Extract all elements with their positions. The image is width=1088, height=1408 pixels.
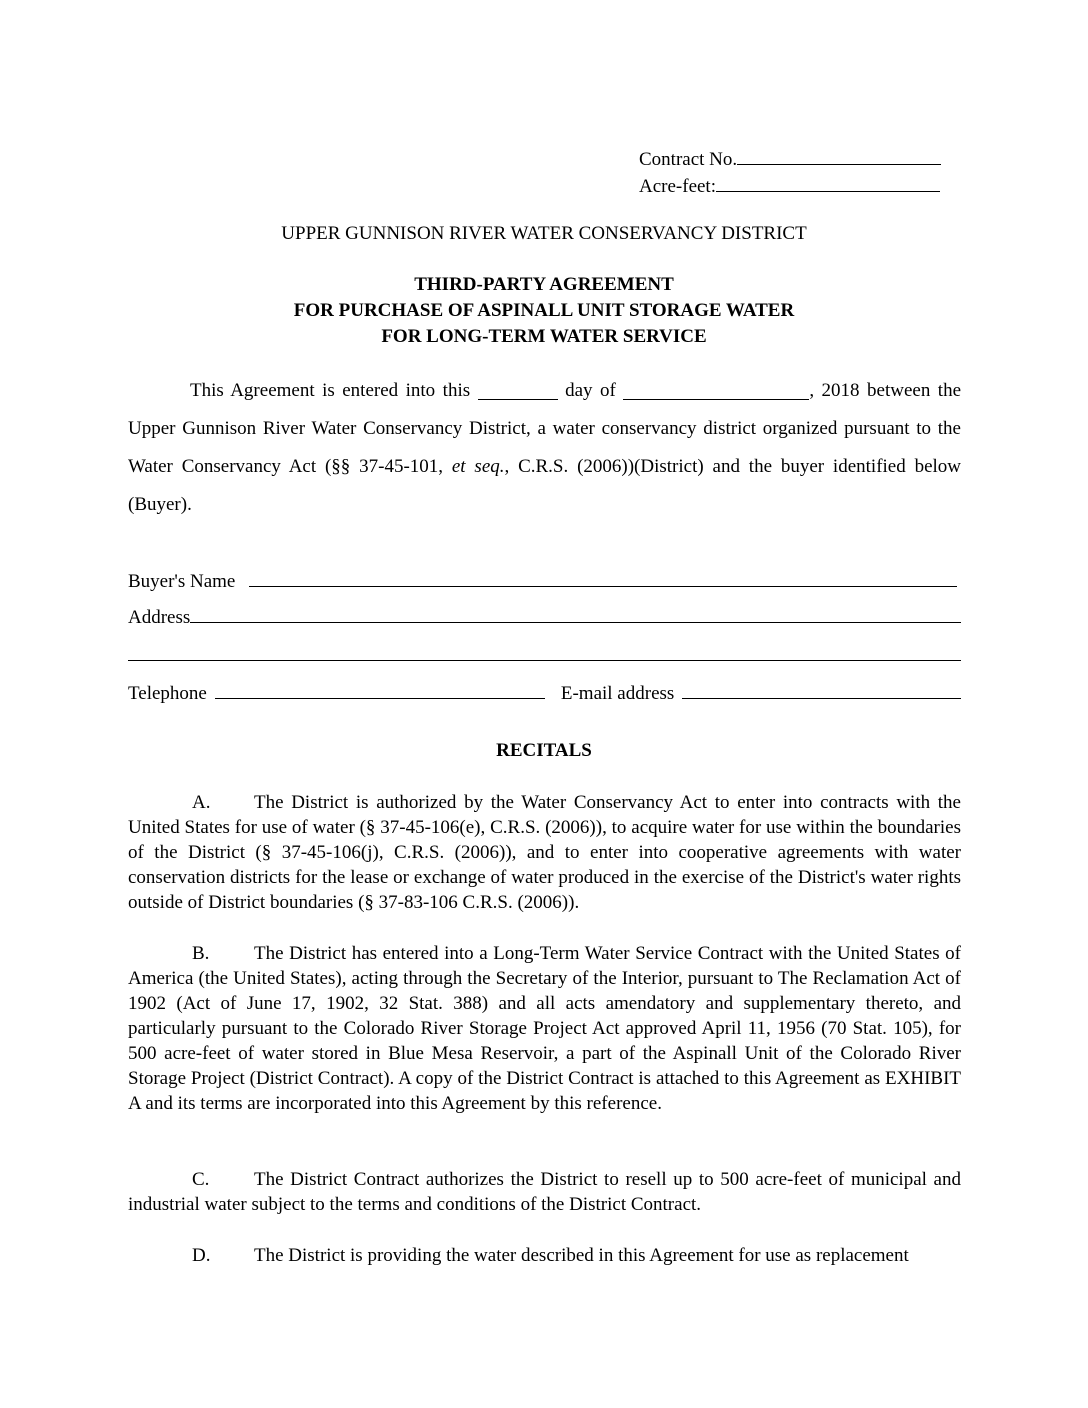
address-field[interactable] xyxy=(190,602,961,623)
intro-part-1: This Agreement is entered into this xyxy=(190,380,471,401)
address-label: Address xyxy=(128,607,191,628)
title-line-1: THIRD-PARTY AGREEMENT xyxy=(414,274,674,295)
recital-text: The District Contract authorizes the District to resell up to 500 acre-feet of municipal and industrial water subject to the terms and conditions of the District Contract. xyxy=(128,1169,961,1215)
title-line-3: FOR LONG-TERM WATER SERVICE xyxy=(381,326,707,347)
district-name: UPPER GUNNISON RIVER WATER CONSERVANCY DISTRICT xyxy=(281,223,807,244)
intro-part-4: , C.R.S. (2006))(District) and the buyer identified below (Buyer). xyxy=(128,456,962,515)
recital-text: The District is providing the water described in this Agreement for use as replacement xyxy=(254,1245,909,1266)
acre-feet-row xyxy=(639,173,959,200)
recital-a xyxy=(128,790,961,915)
recitals-heading: RECITALS xyxy=(496,740,592,761)
contract-no-label: Contract No. xyxy=(639,149,738,170)
intro-part-2: day of xyxy=(565,380,616,401)
intro-part-3: , 2018 between the Upper Gunnison River Water Conservancy District, a water conservancy district organized pursuant to the Water Conservancy Act (§§ 37-45-101, xyxy=(128,380,962,477)
recital-letter: B. xyxy=(192,943,210,964)
recital-d xyxy=(128,1243,961,1268)
buyer-name-label: Buyer's Name xyxy=(128,571,236,592)
month-blank xyxy=(623,379,809,400)
intro-paragraph xyxy=(128,372,961,524)
recital-c xyxy=(128,1167,961,1217)
email-field[interactable] xyxy=(682,678,961,699)
recital-text: The District is authorized by the Water Conservancy Act to enter into contracts with the United States for use of water (§ 37-45-106(e), C.R.S. (2006)), to acquire water for use within the boundaries of the District (§ 37-45-106(j), C.R.S. (2006)), and to enter into cooperative agreements with water conservation districts for the lease or exchange of water produced in the exercise of the District's water rights outside of District boundaries (§ 37-83-106 C.R.S. (2006)). xyxy=(128,792,961,913)
recital-b xyxy=(128,941,961,1116)
recital-letter: C. xyxy=(192,1169,210,1190)
buyer-name-field[interactable] xyxy=(249,566,957,587)
address-row xyxy=(128,602,961,629)
telephone-field[interactable] xyxy=(215,678,545,699)
acre-feet-label: Acre-feet: xyxy=(639,176,716,197)
recital-letter: A. xyxy=(192,792,211,813)
recital-text: The District has entered into a Long-Term Water Service Contract with the United States of America (the United States), acting through the Secretary of the Interior, pursuant to The Reclamation Act of 1902 (Act of June 17, 1902, 32 Stat. 388) and all acts amendatory and supplementary thereto, and particularly pursuant to the Colorado River Storage Project Act approved April 11, 1956 (70 Stat. 105), for 500 acre-feet of water stored in Blue Mesa Reservoir, a part of the Aspinall Unit of the Colorado River Storage Project (District Contract). A copy of the District Contract is attached to this Agreement as EXHIBIT A and its terms are incorporated into this Agreement by this reference. xyxy=(128,943,961,1114)
email-label: E-mail address xyxy=(560,683,675,704)
address-line-2[interactable] xyxy=(128,660,961,661)
recital-letter: D. xyxy=(192,1245,211,1266)
contact-row xyxy=(128,678,961,705)
agreement-title xyxy=(0,272,1088,350)
title-line-2: FOR PURCHASE OF ASPINALL UNIT STORAGE WATER xyxy=(293,300,795,321)
buyer-name-row xyxy=(128,566,961,593)
contract-no-blank xyxy=(737,146,941,165)
telephone-label: Telephone xyxy=(128,683,207,704)
acre-feet-blank xyxy=(716,173,940,192)
intro-italic: et seq. xyxy=(451,456,505,477)
day-blank xyxy=(478,379,558,400)
contract-no-row xyxy=(639,146,959,173)
contract-info xyxy=(639,146,959,200)
